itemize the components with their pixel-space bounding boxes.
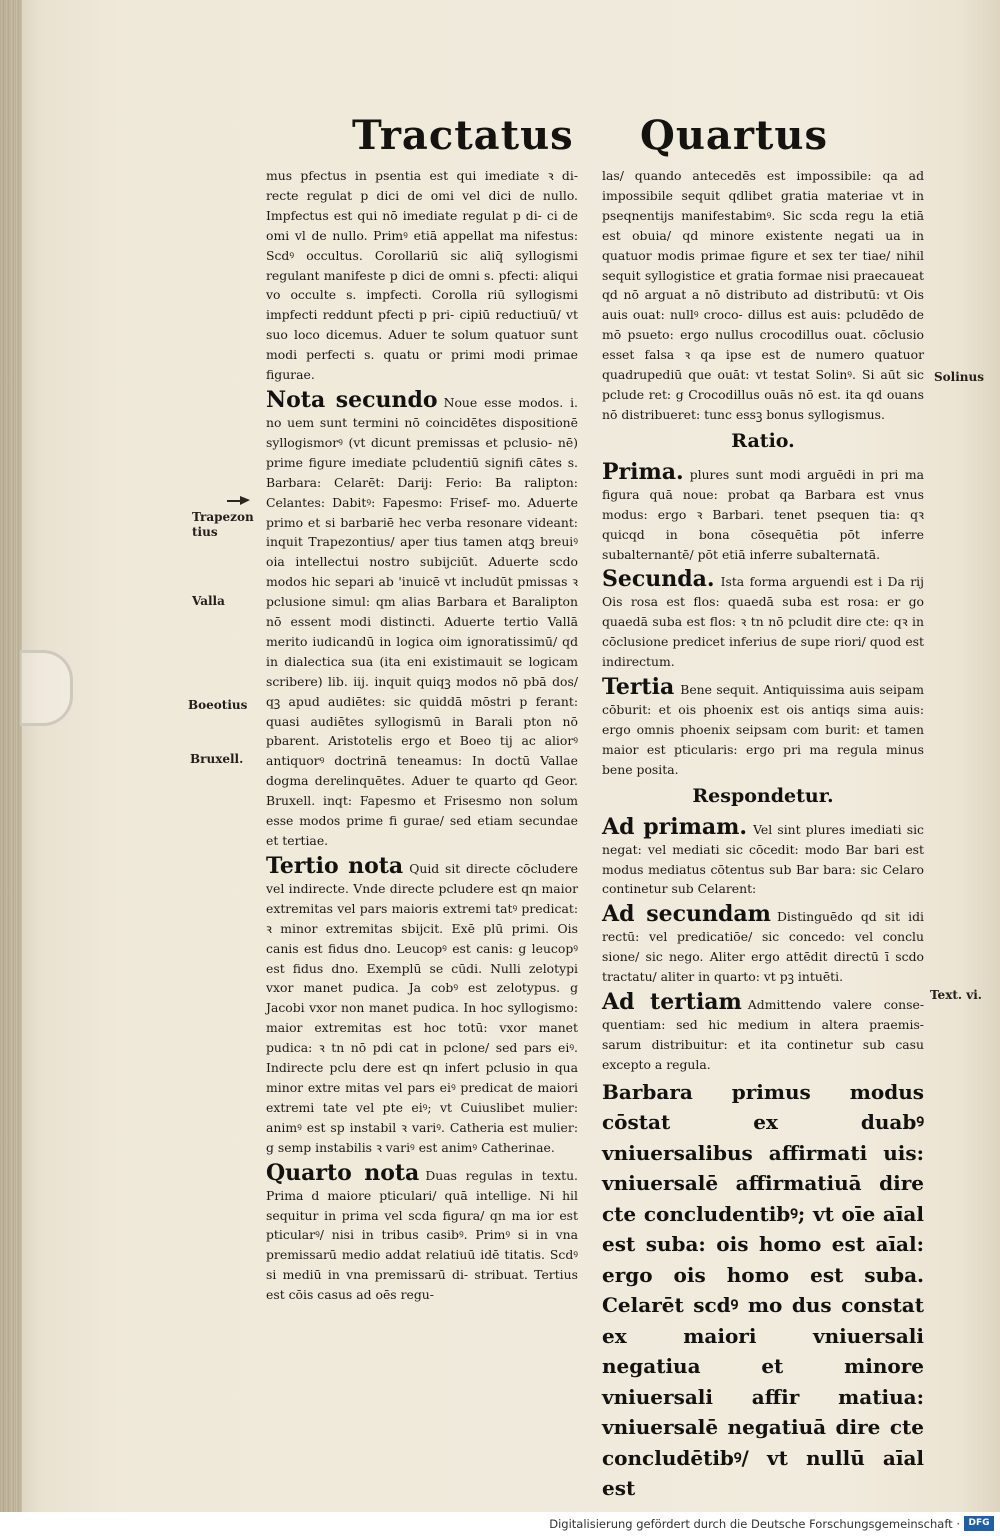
paragraph-text: plures sunt modi arguēdi in pri ma figura quā noue: probat qa Barbara est vnus modus: ergo ꝛ Barbari. tenet psequen tia: qꝛ quicqd in bona cōsequētia pōt inferre subalternantē/ pōt etiā inferre subalternatā. [602, 466, 924, 562]
footer-credit: Digitalisierung gefördert durch die Deutsche Forschungsgemeinschaft · [549, 1517, 960, 1531]
paper-clip [20, 650, 73, 726]
large-type-paragraph: Barbara primus modus cōstat ex duabꝰ vniuersalibus affirmati uis: vniuersalē affirmatiuā dire cte concludentibꝰ; vt oīe aīal est suba: ois homo est aīal: ergo ois homo est suba. Celarēt scdꝰ mo dus constat ex maiori vniuersali negatiua et minore vniuersali affir matiua: vniuersalē negatiuā dire cte concludētibꝰ/ vt nullū aīal est [602, 1079, 924, 1501]
dfg-logo: DFG [964, 1516, 994, 1531]
section-heading: Tertia [602, 674, 675, 701]
page-edge-stack [0, 0, 22, 1512]
paragraph [602, 989, 924, 1075]
paragraph [602, 459, 924, 565]
paragraph [266, 853, 578, 1158]
paragraph-text: Ista forma arguendi est i Da rij Ois rosa est flos: quaedā suba est rosa: er go quaedā suba est flos: ꝛ tn nō pcludit dire cte: qꝛ in cōclusione predicet inferius de supe riori/ quod est indirectum. [602, 574, 924, 670]
paragraph [602, 814, 924, 900]
paragraph [602, 901, 924, 987]
respondetur-heading: Respondetur. [692, 784, 834, 807]
paragraph [266, 387, 578, 851]
paragraph [602, 674, 924, 780]
margin-note-valla: Valla [192, 594, 225, 608]
section-heading: Tertio nota [266, 852, 404, 879]
paragraph-text: Duas regulas in textu. Prima d maiore pticulari/ quā intellige. Ni hil sequitur in prima vel scda figura/ qn ma ior est pticularꝰ/ nisi in tribus casibꝰ. Primꝰ si in vna premissarū medio addat relatiuū idē titatis. Scdꝰ si mediū in vna premissarū di- stribuat. Tertius est cōis casus ad oēs regu- [266, 1167, 578, 1303]
paragraph [602, 566, 924, 672]
pointing-hand-icon [226, 494, 252, 508]
section-heading: Ad tertiam [602, 989, 742, 1016]
paragraph-text: Admittendo valere conse- quentiam: sed hic medium in altera praemis- sarum distribuitur: et ita continetur sub casu excepto a regula. [602, 997, 925, 1072]
ratio-heading: Ratio. [731, 429, 795, 452]
section-heading: Ad primam. [602, 813, 748, 840]
paragraph: mus pfectus in psentia est qui imediate ꝛ di- recte regulat p dici de omi vel dici de nullo. Impfectus est qui nō imediate regulat p di- ci de omi vl de nullo. Primꝰ etiā appellat ma nifestus: Scdꝰ occultus. Corollariū sic aliq̄ syllogismi regulant manifeste p dici de omni s. pfecti: aliqui vo occulte s. impfecti. Corolla riū syllogismi impfecti reddunt pfecti p pri- cipiū reductiuū/ vt suo loco dicemus. Aduer te solum quatuor sunt modi perfecti s. quatu or primi modi primae figurae. [266, 168, 578, 383]
section-heading: Secunda. [602, 566, 715, 593]
paragraph: las/ quando antecedēs est impossibile: qa ad impossibile sequit qdlibet gratia materiae vt in pseqnentijs manifestabimꝰ. Sic scda regu la etiā est obuia/ qd minore existente negati ua in quatuor modis primae figure et sex ter tiae/ nihil sequit syllogistice et gratia formae nisi praecaueat qd nō arguat a nō distributo ad distributū: vt Ois auis ouat: nullꝰ croco- dillus est auis: pcludēdo de mō psueto: ergo nullus crocodillus ouat. cōclusio esset falsa ꝛ qa ipse est de numero quatuor quadrupediū que ouāt: vt testat Solinꝰ. Si aūt sic pclude ret: g Crocodillus ouās nō est. ita qd ouans nō distribueret: tunc essꝫ bonus syllogismus. [602, 168, 924, 422]
paragraph-text: Noue esse modos. i. no uem sunt termini nō coincidētes dispositionē syllogismorꝰ (vt dicunt premissas et pclusio- nē) prime figure imediate pcludentiū signifi cātes s. Barbara: Celarēt: Darij: Ferio: Ba ralipton: Celantes: Dabitꝰ: Fapesmo: Frisef- mo. Aduerte primo et si barbariē hec verba resonare videant: inquit Trapezontius/ aper tius tamen atqꝫ breuiꝰ oia intellectui nostro subijciūt. Aduerte scdo modos hic separi ab 'inuicē vt includūt pmissas ꝛ pclusione simul: qm alias Barbara et Baralipton nō essent modi distincti. Aduerte tertio Vallā merito iudicandū in logica oim ignoratissimū/ qd in dialectica sua (ita eni existimauit se logicam scribere) lib. iij. inquit quiqꝫ modos nō pbā dos/ qꝫ apud audiētes: sic quiddā mōstri p ferant: quasi audiētes syllogismū in Barali pton nō pbarent. Aristotelis ergo et Boeo tij ac aliorꝰ antiquorꝰ doctrinā teneamus: In doctū Vallae dogma derelinquētes. Aduer te quarto qd Geor. Bruxell. inqt: Fapesmo et Frisesmo non solum esse modos prime fi gurae/ sed etiam secundae et tertiae. [266, 394, 578, 848]
section-heading: Ad secundam [602, 901, 771, 928]
paragraph [266, 1160, 578, 1305]
margin-note-boetius: Boeotius [188, 698, 248, 712]
section-heading: Prima. [602, 458, 684, 485]
paragraph-text: Vel sint plures imediati sic negat: vel mediati sic cōcedit: modo Bar bari est modus mediatus cōtentus sub Bar bara: sic Celaro continetur sub Celarent: [602, 821, 924, 897]
paragraph-text: Distinguēdo qd sit idi rectū: vel predicatiōe/ sic concedo: vel conclu sione/ sic nego. Aliter ergo attēdit directū ī scdo tractatu/ aliter in quarto: vt pꝫ intuēti. [602, 909, 924, 985]
section-heading: Quarto nota [266, 1159, 420, 1186]
left-text-column [266, 166, 578, 1307]
running-head-left: Tractatus [352, 112, 574, 159]
margin-note-trapezontius: Trapezon tius [192, 510, 254, 539]
margin-note-text-vi: Text. vi. [930, 988, 982, 1002]
digitization-footer [0, 1512, 1000, 1536]
margin-note-bruxell: Bruxell. [190, 752, 244, 766]
paragraph-text: Quid sit directe cōcludere vel indirecte. Vnde directe pcludere est qn maior extremitas vel pars maioris extremi tatꝰ predicat: ꝛ minor extremitas sbijcit. Exē plū primi. Ois canis est fidus dno. Leucopꝰ est canis: g leucopꝰ est fidus dno. Exemplū se cūdi. Nulli zelotypi vxor manet pudica. Ja cobꝰ est zelotypus. g Jacobi vxor non manet pudica. In hoc syllogismo: maior extremitas est hoc totū: vxor manet pudica: ꝛ tn nō pdi cat in pclone/ sed pars eiꝰ. Indirecte pclu dere est qn infert pclusio in qua minor extre mitas vel pars eiꝰ predicat de maiori extremi tate vel pte eiꝰ; vt Cuiuslibet mulier: animꝰ est sp instabil ꝛ variꝰ. Catheria est mulier: g semp instabilis ꝛ variꝰ est animꝰ Catherinae. [266, 860, 579, 1155]
margin-note-solinus: Solinus [934, 370, 984, 384]
section-heading: Nota secundo [266, 386, 438, 413]
right-text-column [602, 166, 924, 1506]
paragraph-text: Bene sequit. Antiquissima auis seipam cōburit: et ois phoenix est ois antiqs sima auis: ergo omnis phoenix seipsam com burit: et tamen maior est pticularis: ergo pri ma regula minus bene posita. [602, 682, 924, 777]
running-head-right: Quartus [640, 112, 828, 159]
